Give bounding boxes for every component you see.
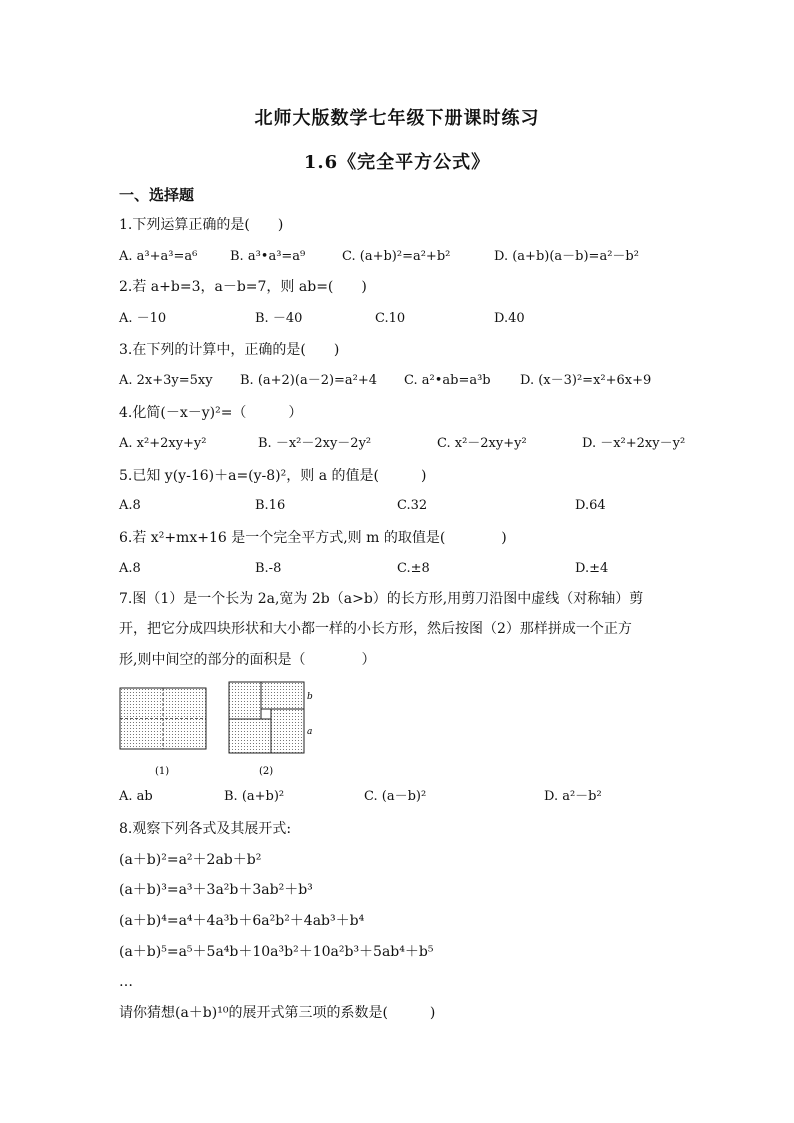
question-1-stem: 1.下列运算正确的是( ) [119,217,284,233]
question-7-line-3: 形,则中间空的部分的面积是（ ） [119,652,376,668]
question-3-option-a: A. 2x+3y=5xy [119,373,213,388]
question-2-option-b: B. －40 [255,311,303,326]
question-7-line-1: 7.图（1）是一个长为 2a,宽为 2b（a>b）的长方形,用剪刀沿图中虚线（对称轴）剪 [119,591,644,607]
question-1-option-a: A. a³+a³=a⁶ [119,249,198,264]
question-8-stem: 8.观察下列各式及其展开式: [119,821,292,837]
figure-2-label: (2) [259,766,274,777]
question-7-option-d: D. a²－b² [544,789,602,804]
question-6-option-b: B.-8 [255,561,282,576]
page-subtitle: 1.6《完全平方公式》 [303,152,491,173]
question-8-expansion-3: (a＋b)⁴=a⁴＋4a³b＋6a²b²＋4ab³＋b⁴ [119,913,365,929]
question-4-option-d: D. －x²+2xy－y² [582,436,686,451]
question-5-option-b: B.16 [255,498,286,513]
question-8-ellipsis: … [119,974,133,990]
question-3-option-b: B. (a+2)(a－2)=a²+4 [240,373,378,388]
question-5-option-c: C.32 [397,498,428,513]
question-5-option-a: A.8 [119,498,141,513]
question-6-option-d: D.±4 [575,561,609,576]
question-8-ask: 请你猜想(a＋b)¹⁰的展开式第三项的系数是( ) [119,1005,436,1021]
question-6-option-c: C.±8 [397,561,430,576]
question-2-option-c: C.10 [375,311,406,326]
question-7-option-b: B. (a+b)² [224,789,285,804]
question-4-option-b: B. －x²－2xy－2y² [258,436,372,451]
question-8-expansion-1: (a＋b)²=a²＋2ab＋b² [119,852,262,868]
page-title: 北师大版数学七年级下册课时练习 [254,108,540,129]
figure-1-rectangle [120,688,206,749]
question-3-option-d: D. (x－3)²=x²+6x+9 [520,373,652,388]
question-6-stem: 6.若 x²+mx+16 是一个完全平方式,则 m 的取值是( ) [119,530,507,546]
figure-2-square [229,682,304,753]
question-3-stem: 3.在下列的计算中，正确的是( ) [119,342,340,358]
question-7-option-a: A. ab [119,789,153,804]
question-8-expansion-4: (a＋b)⁵=a⁵＋5a⁴b＋10a³b²＋10a²b³＋5ab⁴＋b⁵ [119,944,434,960]
question-2-stem: 2.若 a+b=3，a－b=7，则 ab=( ) [119,279,367,295]
question-6-option-a: A.8 [119,561,141,576]
question-2-option-a: A. －10 [119,311,167,326]
section-heading: 一、选择题 [119,186,195,204]
question-2-option-d: D.40 [494,311,525,326]
question-5-option-d: D.64 [575,498,606,513]
question-7-line-2: 开，把它分成四块形状和大小都一样的小长方形，然后按图（2）那样拼成一个正方 [119,621,632,637]
question-4-option-c: C. x²－2xy+y² [437,436,527,451]
question-5-stem: 5.已知 y(y-16)＋a=(y-8)²，则 a 的值是( ) [119,468,427,484]
question-1-option-c: C. (a+b)²=a²+b² [342,249,451,264]
question-7-option-c: C. (a－b)² [364,789,427,804]
figure-2-label-b: b [307,692,313,702]
question-1-option-d: D. (a+b)(a－b)=a²－b² [494,249,639,264]
question-4-stem: 4.化简(－x－y)²=（ ） [119,405,303,421]
question-8-expansion-2: (a＋b)³=a³＋3a²b＋3ab²＋b³ [119,882,313,898]
question-3-option-c: C. a²•ab=a³b [404,373,491,388]
figure-2-label-a: a [307,727,313,737]
question-4-option-a: A. x²+2xy+y² [119,436,207,451]
question-7-figure [117,679,315,779]
question-1-option-b: B. a³•a³=a⁹ [230,249,306,264]
figure-1-label: (1) [155,766,170,777]
